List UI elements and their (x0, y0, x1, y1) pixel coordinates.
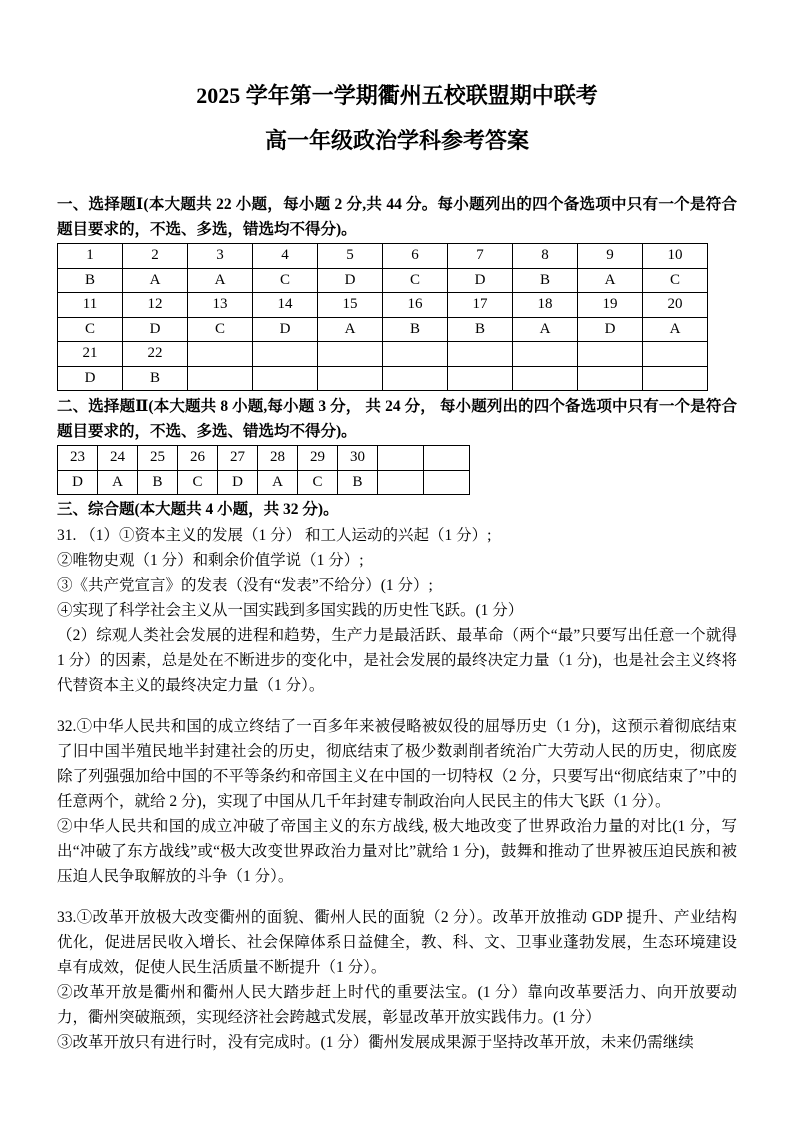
answer-cell (188, 342, 253, 367)
document-title-line1: 2025 学年第一学期衢州五校联盟期中联考 (196, 83, 598, 108)
answer-paragraph: （2）综观人类社会发展的进程和趋势，生产力是最活跃、最革命（两个“最”只要写出任意一个就得 1 分）的因素，总是处在不断进步的变化中，是社会发展的最终决定力量（1 分)，也是社会主义终将代替资本主义的最终决定力量（1 分）。 (57, 627, 737, 694)
answer-cell (513, 366, 578, 391)
answer-cell (448, 342, 513, 367)
answer-cell: B (338, 470, 378, 495)
answer-cell: 18 (513, 293, 578, 318)
answer-cell: 25 (138, 446, 178, 471)
answer-cell (378, 470, 424, 495)
answer-cell: B (123, 366, 188, 391)
answer-cell: A (123, 268, 188, 293)
answer-cell: B (448, 317, 513, 342)
answer-paragraph: ②改革开放是衢州和衢州人民大踏步赶上时代的重要法宝。(1 分）靠向改革要活力、向开放要动力，衢州突破瓶颈，实现经济社会跨越式发展，彰显改革开放实践伟力。(1 分） (57, 984, 737, 1026)
answer-cell (578, 342, 643, 367)
answer-cell: 22 (123, 342, 188, 367)
answer-table-choice1 (57, 243, 708, 391)
answer-cell: 10 (643, 244, 708, 269)
answer-cell: A (513, 317, 578, 342)
answer-cell (643, 366, 708, 391)
answer-question-31 (57, 523, 737, 698)
table-row (58, 342, 708, 367)
answer-cell: B (383, 317, 448, 342)
table-row (58, 244, 708, 269)
answer-cell: 19 (578, 293, 643, 318)
answer-cell: 15 (318, 293, 383, 318)
answer-cell: C (383, 268, 448, 293)
answer-cell: 12 (123, 293, 188, 318)
answer-cell: C (178, 470, 218, 495)
answer-cell: A (258, 470, 298, 495)
answer-cell: 26 (178, 446, 218, 471)
answer-cell: D (58, 470, 98, 495)
answer-cell: C (298, 470, 338, 495)
answer-cell: 11 (58, 293, 123, 318)
table-row (58, 366, 708, 391)
answer-cell: 2 (123, 244, 188, 269)
answer-cell (378, 446, 424, 471)
answer-cell: 3 (188, 244, 253, 269)
table-row (58, 470, 470, 495)
answer-cell: 24 (98, 446, 138, 471)
answer-question-33 (57, 905, 737, 1055)
answer-cell (643, 342, 708, 367)
answer-cell: D (58, 366, 123, 391)
answer-cell: 7 (448, 244, 513, 269)
answer-paragraph: ②唯物史观（1 分）和剩余价值学说（1 分）; (57, 552, 364, 569)
answer-cell (448, 366, 513, 391)
document-title-line2: 高一年级政治学科参考答案 (264, 128, 529, 153)
answer-cell: A (188, 268, 253, 293)
answer-cell: B (138, 470, 178, 495)
answer-cell: C (253, 268, 318, 293)
answer-paragraph: ②中华人民共和国的成立冲破了帝国主义的东方战线, 极大地改变了世界政治力量的对比(1 分，写出“冲破了东方战线”或“极大改变世界政治力量对比”就给 1 分)，鼓舞和推动了世界被压迫民族和被压迫人民争取解放的斗争（1 分）。 (57, 818, 737, 885)
answer-cell: D (218, 470, 258, 495)
answer-cell: 16 (383, 293, 448, 318)
answer-cell: 14 (253, 293, 318, 318)
answer-cell: D (318, 268, 383, 293)
answer-cell: B (58, 268, 123, 293)
answer-cell: 17 (448, 293, 513, 318)
answer-paragraph: ④实现了科学社会主义从一国实践到多国实践的历史性飞跃。(1 分） (57, 602, 524, 619)
section3-heading: 三、综合题(本大题共 4 小题，共 32 分)。 (57, 501, 339, 518)
table-row (58, 293, 708, 318)
answer-cell: 4 (253, 244, 318, 269)
answer-cell: 28 (258, 446, 298, 471)
answer-cell: A (318, 317, 383, 342)
answer-cell: D (253, 317, 318, 342)
answer-cell: A (98, 470, 138, 495)
answer-cell (318, 342, 383, 367)
answer-cell: C (188, 317, 253, 342)
table-row (58, 317, 708, 342)
answer-cell (383, 342, 448, 367)
answer-cell: 5 (318, 244, 383, 269)
answer-cell (253, 366, 318, 391)
answer-cell: 20 (643, 293, 708, 318)
section1-heading: 一、选择题Ⅰ(本大题共 22 小题，每小题 2 分,共 44 分。每小题列出的四个备选项中只有一个是符合题目要求的，不选、多选，错选均不得分)。 (57, 196, 737, 238)
answer-paragraph: ③改革开放只有进行时，没有完成时。(1 分）衢州发展成果源于坚持改革开放，未来仍需继续 (57, 1034, 694, 1051)
answer-cell: C (58, 317, 123, 342)
answer-cell: A (578, 268, 643, 293)
answer-cell: B (513, 268, 578, 293)
answer-cell: A (643, 317, 708, 342)
answer-cell: 1 (58, 244, 123, 269)
answer-cell: D (578, 317, 643, 342)
answer-cell: 29 (298, 446, 338, 471)
answer-paragraph: ③《共产党宣言》的发表（没有“发表”不给分）(1 分）; (57, 577, 433, 594)
answer-cell (424, 446, 470, 471)
answer-cell: 8 (513, 244, 578, 269)
answer-cell (318, 366, 383, 391)
answer-cell: D (123, 317, 188, 342)
table-row (58, 268, 708, 293)
answer-cell: 13 (188, 293, 253, 318)
answer-paragraph: 31. （1）①资本主义的发展（1 分） 和工人运动的兴起（1 分）; (57, 527, 492, 544)
answer-cell (424, 470, 470, 495)
answer-cell (253, 342, 318, 367)
comprehensive-answers (57, 523, 737, 1055)
answer-cell (383, 366, 448, 391)
answer-cell: 21 (58, 342, 123, 367)
answer-cell: C (643, 268, 708, 293)
answer-cell (188, 366, 253, 391)
answer-cell (513, 342, 578, 367)
section2-heading: 二、选择题Ⅱ(本大题共 8 小题,每小题 3 分， 共 24 分， 每小题列出的四个备选项中只有一个是符合题目要求的，不选、多选、错选均不得分)。 (57, 398, 737, 440)
answer-table-choice2 (57, 445, 470, 495)
answer-cell: 9 (578, 244, 643, 269)
answer-cell: 23 (58, 446, 98, 471)
answer-cell: D (448, 268, 513, 293)
answer-cell (578, 366, 643, 391)
answer-cell: 6 (383, 244, 448, 269)
answer-question-32 (57, 714, 737, 889)
table-row (58, 446, 470, 471)
answer-cell: 27 (218, 446, 258, 471)
answer-paragraph: 33.①改革开放极大改变衢州的面貌、衢州人民的面貌（2 分）。改革开放推动 GDP 提升、产业结构优化，促进居民收入增长、社会保障体系日益健全，教、科、文、卫事业蓬勃发展，生态环境建设卓有成效，促使人民生活质量不断提升（1 分）。 (57, 909, 737, 976)
answer-paragraph: 32.①中华人民共和国的成立终结了一百多年来被侵略被奴役的屈辱历史（1 分)，这预示着彻底结束了旧中国半殖民地半封建社会的历史，彻底结束了极少数剥削者统治广大劳动人民的历史，彻底废除了列强强加给中国的不平等条约和帝国主义在中国的一切特权（2 分，只要写出“彻底结束了”中的任意两个，就给 2 分)，实现了中国从几千年封建专制政治向人民民主的伟大飞跃（1 分）。 (57, 718, 737, 810)
answer-cell: 30 (338, 446, 378, 471)
